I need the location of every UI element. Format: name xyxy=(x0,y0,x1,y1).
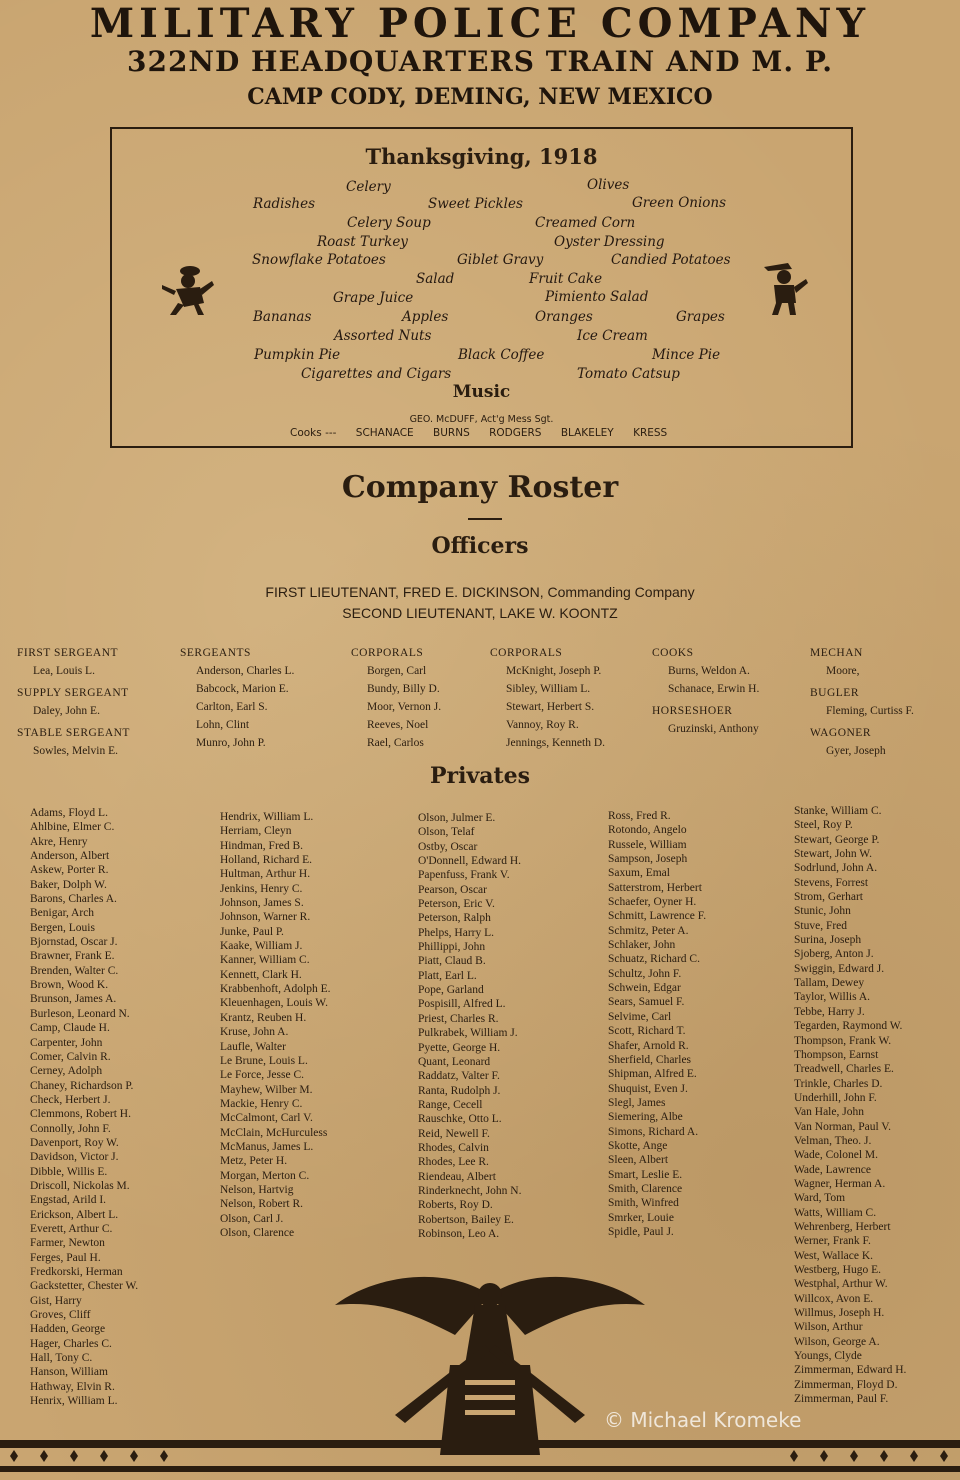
private-name: Le Brune, Louis L. xyxy=(220,1054,308,1067)
cook-name: KRESS xyxy=(633,427,668,439)
private-name: Tebbe, Harry J. xyxy=(794,1005,865,1018)
private-name: Smrker, Louie xyxy=(608,1211,674,1224)
private-name: Satterstrom, Herbert xyxy=(608,881,702,894)
private-name: Youngs, Clyde xyxy=(794,1350,862,1363)
private-name: Krabbenhoft, Adolph E. xyxy=(220,983,331,996)
private-name: Carpenter, John xyxy=(30,1036,103,1049)
privates-column xyxy=(220,810,331,1240)
private-name: Zimmerman, Floyd D. xyxy=(794,1378,898,1391)
private-name: Range, Cecell xyxy=(418,1098,483,1111)
rank-label: SUPPLY SERGEANT xyxy=(17,687,129,699)
private-name: Treadwell, Charles E. xyxy=(794,1063,894,1076)
eagle-emblem-icon xyxy=(335,1265,645,1455)
private-name: Wade, Colonel M. xyxy=(794,1149,879,1162)
privates-column xyxy=(418,811,521,1241)
rank-label: HORSESHOER xyxy=(652,705,733,717)
cook-name: RODGERS xyxy=(489,427,542,439)
menu-item: Radishes xyxy=(253,196,316,212)
private-name: Watts, William C. xyxy=(794,1206,877,1219)
private-name: Robinson, Leo A. xyxy=(418,1227,500,1240)
roster-name: Gruzinski, Anthony xyxy=(668,723,759,735)
private-name: Ross, Fred R. xyxy=(608,810,671,822)
menu-item: Celery xyxy=(346,179,391,195)
private-name: Rhodes, Lee R. xyxy=(418,1156,489,1169)
private-name: Sodrlund, John A. xyxy=(794,862,878,875)
private-name: Groves, Cliff xyxy=(30,1309,91,1322)
decorative-border xyxy=(0,1436,960,1480)
private-name: Shipman, Alfred E. xyxy=(608,1068,697,1081)
rank-label: SERGEANTS xyxy=(180,647,251,659)
private-name: Papenfuss, Frank V. xyxy=(418,869,510,882)
cook-name: BLAKELEY xyxy=(560,427,614,439)
menu-item: Apples xyxy=(402,309,449,325)
private-name: Adams, Floyd L. xyxy=(30,807,108,819)
music-heading: Music xyxy=(452,382,511,402)
private-name: Saxum, Emal xyxy=(608,867,670,880)
menu-item: Candied Potatoes xyxy=(611,252,731,268)
private-name: Rauschke, Otto L. xyxy=(418,1113,502,1126)
private-name: Kanner, William C. xyxy=(220,954,310,967)
document-title: MILITARY POLICE COMPANY xyxy=(89,0,871,47)
roster-name: Schanace, Erwin H. xyxy=(668,683,760,695)
private-name: Comer, Calvin R. xyxy=(30,1050,111,1063)
private-name: Pearson, Oscar xyxy=(418,883,487,896)
private-name: Krantz, Reuben H. xyxy=(220,1011,307,1024)
private-name: Clemmons, Robert H. xyxy=(30,1108,131,1121)
private-name: Piatt, Claud B. xyxy=(418,955,486,968)
private-name: Check, Herbert J. xyxy=(30,1093,111,1106)
private-name: Zimmerman, Paul F. xyxy=(794,1393,889,1406)
roster-name: Gyer, Joseph xyxy=(826,745,886,757)
private-name: Schuatz, Richard C. xyxy=(608,953,700,966)
menu-item: Grape Juice xyxy=(333,290,414,306)
private-name: Wehrenberg, Herbert xyxy=(794,1220,891,1233)
private-name: Davidson, Victor J. xyxy=(30,1151,119,1164)
private-name: Skotte, Ange xyxy=(608,1139,668,1152)
private-name: Gist, Harry xyxy=(30,1294,82,1307)
menu-item: Oranges xyxy=(535,309,593,325)
cook-name: BURNS xyxy=(433,427,470,439)
cooks-line xyxy=(290,427,683,439)
private-name: Stuve, Fred xyxy=(794,919,848,932)
nco-column xyxy=(490,640,605,752)
private-name: Ahlbine, Elmer C. xyxy=(30,821,115,834)
private-name: Slegl, James xyxy=(608,1096,666,1109)
menu-item: Roast Turkey xyxy=(317,234,408,250)
private-name: Peterson, Ralph xyxy=(418,912,491,925)
private-name: Swiggin, Edward J. xyxy=(794,962,885,975)
private-name: Olson, Telaf xyxy=(418,826,475,839)
private-name: Wilson, Arthur xyxy=(794,1321,863,1334)
menu-item: Grapes xyxy=(676,309,725,325)
nco-column xyxy=(810,640,914,760)
roster-name: Vannoy, Roy R. xyxy=(506,719,579,731)
privates-column xyxy=(30,806,138,1408)
menu-item: Assorted Nuts xyxy=(334,328,432,344)
private-name: West, Wallace K. xyxy=(794,1249,874,1262)
private-name: Erickson, Albert L. xyxy=(30,1208,119,1221)
menu-item: Green Onions xyxy=(632,195,727,211)
private-name: Brawner, Frank E. xyxy=(30,950,115,963)
roster-name: McKnight, Joseph P. xyxy=(506,665,602,677)
private-name: Platt, Earl L. xyxy=(418,969,477,982)
nco-column xyxy=(652,640,759,738)
private-name: Metz, Peter H. xyxy=(220,1155,288,1168)
roster-name: Rael, Carlos xyxy=(367,737,424,749)
private-name: Pyette, George H. xyxy=(418,1041,501,1054)
rank-label: BUGLER xyxy=(810,687,859,699)
copyright-watermark: © Michael Kromeke xyxy=(604,1408,802,1432)
thanksgiving-menu xyxy=(110,127,853,448)
private-name: Robertson, Bailey E. xyxy=(418,1213,514,1226)
private-name: Stanke, William C. xyxy=(794,805,882,817)
private-name: Everett, Arthur C. xyxy=(30,1222,113,1235)
private-name: Schmitz, Peter A. xyxy=(608,924,689,937)
private-name: Dibble, Willis E. xyxy=(30,1165,108,1178)
private-name: Spidle, Paul J. xyxy=(608,1225,674,1238)
menu-item: Bananas xyxy=(253,309,312,325)
private-name: Rinderknecht, John N. xyxy=(418,1184,522,1197)
roster-name: Moore, xyxy=(826,665,860,677)
private-name: Ward, Tom xyxy=(794,1192,846,1205)
menu-item: Fruit Cake xyxy=(529,271,603,287)
cooks-label: Cooks --- xyxy=(290,427,337,439)
rank-label: STABLE SERGEANT xyxy=(17,727,130,739)
private-name: Ranta, Rudolph J. xyxy=(418,1084,501,1097)
private-name: Tallam, Dewey xyxy=(794,977,865,990)
private-name: Van Hale, John xyxy=(794,1106,864,1119)
private-name: Stunic, John xyxy=(794,905,851,918)
private-name: Roberts, Roy D. xyxy=(418,1199,493,1212)
private-name: Stewart, George P. xyxy=(794,833,880,846)
private-name: Olson, Julmer E. xyxy=(418,812,496,824)
private-name: Rotondo, Angelo xyxy=(608,824,687,837)
roster-title: Company Roster xyxy=(341,470,619,505)
private-name: Strom, Gerhart xyxy=(794,891,863,904)
private-name: Zimmerman, Edward H. xyxy=(794,1364,907,1377)
menu-item: Salad xyxy=(416,271,455,287)
roster-name: Sowles, Melvin E. xyxy=(33,745,118,757)
private-name: Hall, Tony C. xyxy=(30,1352,93,1365)
nco-column xyxy=(17,640,130,760)
private-name: Westphal, Arthur W. xyxy=(794,1278,888,1291)
private-name: Junke, Paul P. xyxy=(220,925,284,938)
private-name: Hathway, Elvin R. xyxy=(30,1380,115,1393)
private-name: Herriam, Cleyn xyxy=(220,825,292,838)
private-name: Mackie, Henry C. xyxy=(220,1097,303,1110)
private-name: Trinkle, Charles D. xyxy=(794,1077,883,1090)
rank-label: CORPORALS xyxy=(490,647,563,659)
private-name: McClain, McHurculess xyxy=(220,1126,328,1139)
private-name: Thompson, Earnst xyxy=(794,1048,879,1061)
roster-name: Sibley, William L. xyxy=(506,683,591,695)
private-name: Wagner, Herman A. xyxy=(794,1177,886,1190)
title-divider xyxy=(468,518,502,520)
private-name: Brenden, Walter C. xyxy=(30,964,119,977)
menu-item: Pumpkin Pie xyxy=(254,347,341,363)
roster-name: Moor, Vernon J. xyxy=(367,701,442,713)
private-name: Mayhew, Wilber M. xyxy=(220,1083,313,1096)
private-name: Nelson, Robert R. xyxy=(220,1198,304,1211)
menu-item: Snowflake Potatoes xyxy=(252,252,386,268)
private-name: Laufle, Walter xyxy=(220,1040,286,1053)
private-name: Hadden, George xyxy=(30,1323,106,1336)
roster-name: Stewart, Herbert S. xyxy=(506,701,595,713)
private-name: Stewart, John W. xyxy=(794,848,872,861)
nco-column xyxy=(180,640,294,752)
private-name: Rhodes, Calvin xyxy=(418,1141,489,1154)
menu-item: Giblet Gravy xyxy=(457,252,544,268)
private-name: Riendeau, Albert xyxy=(418,1170,496,1183)
private-name: Gackstetter, Chester W. xyxy=(30,1280,139,1293)
private-name: Raddatz, Valter F. xyxy=(418,1070,500,1083)
rank-label: CORPORALS xyxy=(351,647,424,659)
private-name: McCalmont, Carl V. xyxy=(220,1112,313,1125)
private-name: Phelps, Harry L. xyxy=(418,926,495,939)
private-name: Scott, Richard T. xyxy=(608,1025,686,1038)
private-name: Ferges, Paul H. xyxy=(30,1251,101,1264)
private-name: O'Donnell, Edward H. xyxy=(418,855,521,868)
private-name: Farmer, Newton xyxy=(30,1237,105,1250)
private-name: Simons, Richard A. xyxy=(608,1125,699,1138)
private-name: Burleson, Leonard N. xyxy=(30,1007,130,1020)
private-name: Sherfield, Charles xyxy=(608,1053,692,1066)
private-name: Reid, Newell F. xyxy=(418,1127,490,1140)
private-name: Phillippi, John xyxy=(418,941,486,954)
private-name: Nelson, Hartvig xyxy=(220,1183,294,1196)
private-name: Sleen, Albert xyxy=(608,1154,669,1167)
private-name: Willcox, Avon E. xyxy=(794,1292,874,1305)
private-name: Anderson, Albert xyxy=(30,850,110,863)
private-name: Jenkins, Henry C. xyxy=(220,882,303,895)
private-name: Le Force, Jesse C. xyxy=(220,1069,304,1082)
menu-item: Cigarettes and Cigars xyxy=(301,366,452,382)
private-name: Chaney, Richardson P. xyxy=(30,1079,134,1092)
private-name: Schwein, Edgar xyxy=(608,982,681,995)
private-name: Bergen, Louis xyxy=(30,921,95,934)
menu-item: Tomato Catsup xyxy=(577,366,680,382)
private-name: Kaake, William J. xyxy=(220,940,303,953)
menu-item: Black Coffee xyxy=(458,347,545,363)
private-name: Baker, Dolph W. xyxy=(30,878,107,891)
private-name: Schlaker, John xyxy=(608,939,676,952)
private-name: Pulkrabek, William J. xyxy=(418,1027,518,1040)
menu-item: Olives xyxy=(587,177,630,193)
roster-name: Burns, Weldon A. xyxy=(668,665,750,677)
private-name: Olson, Carl J. xyxy=(220,1212,284,1225)
privates-heading: Privates xyxy=(429,763,531,789)
private-name: Siemering, Albe xyxy=(608,1111,683,1124)
private-name: Shuquist, Even J. xyxy=(608,1082,688,1095)
private-name: Smart, Leslie E. xyxy=(608,1168,683,1181)
private-name: Ostby, Oscar xyxy=(418,840,478,853)
rank-label: FIRST SERGEANT xyxy=(17,647,119,659)
private-name: Wade, Lawrence xyxy=(794,1163,871,1176)
private-name: Velman, Theo. J. xyxy=(794,1134,872,1147)
roster-name: Lohn, Clint xyxy=(196,719,250,731)
private-name: Sampson, Joseph xyxy=(608,853,688,866)
private-name: Hanson, William xyxy=(30,1366,108,1379)
roster-name: Reeves, Noel xyxy=(367,719,429,731)
private-name: Werner, Frank F. xyxy=(794,1235,871,1248)
privates-column xyxy=(794,804,906,1406)
privates-column xyxy=(608,809,706,1239)
private-name: Priest, Charles R. xyxy=(418,1012,499,1025)
menu-item: Creamed Corn xyxy=(535,215,636,231)
mess-sergeant: GEO. McDUFF, Act'g Mess Sgt. xyxy=(409,414,554,425)
private-name: Sears, Samuel F. xyxy=(608,996,685,1009)
private-name: Camp, Claude H. xyxy=(30,1022,110,1035)
private-name: Thompson, Frank W. xyxy=(794,1034,892,1047)
private-name: Askew, Porter R. xyxy=(30,864,109,877)
private-name: Bjornstad, Oscar J. xyxy=(30,936,118,949)
private-name: Brunson, James A. xyxy=(30,993,117,1006)
private-name: Peterson, Eric V. xyxy=(418,898,495,911)
private-name: Cerney, Adolph xyxy=(30,1065,103,1078)
private-name: Fredkorski, Herman xyxy=(30,1266,123,1278)
private-name: Pospisill, Alfred L. xyxy=(418,998,506,1011)
cartoon-soldier-right-icon xyxy=(758,261,810,317)
menu-item: Pimiento Salad xyxy=(545,289,649,305)
private-name: Olson, Clarence xyxy=(220,1226,295,1239)
private-name: Stevens, Forrest xyxy=(794,876,869,889)
private-name: Tegarden, Raymond W. xyxy=(794,1020,903,1033)
private-name: Johnson, Warner R. xyxy=(220,911,311,924)
menu-item: Mince Pie xyxy=(652,347,721,363)
private-name: Schmitt, Lawrence F. xyxy=(608,910,707,923)
private-name: Kruse, John A. xyxy=(220,1026,289,1039)
private-name: Selvime, Carl xyxy=(608,1010,672,1023)
officer-line: FIRST LIEUTENANT, FRED E. DICKINSON, Commanding Company xyxy=(265,584,695,600)
private-name: Van Norman, Paul V. xyxy=(794,1120,892,1133)
roster-name: Carlton, Earl S. xyxy=(196,701,268,713)
private-name: Wilson, George A. xyxy=(794,1335,880,1348)
private-name: Holland, Richard E. xyxy=(220,854,312,867)
officer-line: SECOND LIEUTENANT, LAKE W. KOONTZ xyxy=(342,605,618,621)
private-name: Quant, Leonard xyxy=(418,1055,491,1068)
private-name: Johnson, James S. xyxy=(220,897,304,910)
officers-heading: Officers xyxy=(431,533,529,559)
private-name: McManus, James L. xyxy=(220,1140,314,1153)
private-name: Hultman, Arthur H. xyxy=(220,868,311,881)
cartoon-soldier-left-icon xyxy=(158,259,216,317)
menu-item: Ice Cream xyxy=(577,328,648,344)
roster-name: Borgen, Carl xyxy=(367,665,427,677)
roster-name: Babcock, Marion E. xyxy=(196,683,289,695)
private-name: Westberg, Hugo E. xyxy=(794,1264,882,1276)
location-subtitle: CAMP CODY, DEMING, NEW MEXICO xyxy=(247,84,713,110)
roster-name: Bundy, Billy D. xyxy=(367,683,440,695)
private-name: Engstad, Arild I. xyxy=(30,1194,107,1207)
private-name: Hager, Charles C. xyxy=(30,1337,112,1350)
private-name: Underhill, John F. xyxy=(794,1091,877,1104)
private-name: Hendrix, William L. xyxy=(220,811,314,823)
private-name: Brown, Wood K. xyxy=(30,979,109,992)
private-name: Kleuenhagen, Louis W. xyxy=(220,997,328,1010)
private-name: Barons, Charles A. xyxy=(30,893,117,906)
private-name: Shafer, Arnold R. xyxy=(608,1039,689,1052)
private-name: Benigar, Arch xyxy=(30,907,95,920)
private-name: Steel, Roy P. xyxy=(794,819,853,832)
menu-item: Oyster Dressing xyxy=(554,234,665,250)
rank-label: MECHAN xyxy=(810,647,863,659)
roster-name: Anderson, Charles L. xyxy=(196,665,295,677)
private-name: Connolly, John F. xyxy=(30,1122,111,1135)
cook-name: SCHANACE xyxy=(355,427,414,439)
private-name: Driscoll, Nickolas M. xyxy=(30,1179,130,1192)
private-name: Taylor, Willis A. xyxy=(794,991,871,1004)
private-name: Sjoberg, Anton J. xyxy=(794,948,874,961)
nco-column xyxy=(351,640,441,752)
roster-name: Daley, John E. xyxy=(33,705,100,717)
private-name: Pope, Garland xyxy=(418,984,484,997)
private-name: Kennett, Clark H. xyxy=(220,968,302,981)
rank-label: COOKS xyxy=(652,647,694,659)
roster-name: Jennings, Kenneth D. xyxy=(506,737,606,749)
roster-name: Munro, John P. xyxy=(196,737,266,749)
private-name: Russele, William xyxy=(608,838,687,851)
rank-label: WAGONER xyxy=(810,727,871,739)
private-name: Schultz, John F. xyxy=(608,967,682,980)
menu-item: Sweet Pickles xyxy=(428,196,523,212)
private-name: Morgan, Merton C. xyxy=(220,1169,310,1182)
unit-subtitle: 322ND HEADQUARTERS TRAIN AND M. P. xyxy=(126,45,833,78)
private-name: Davenport, Roy W. xyxy=(30,1136,119,1149)
private-name: Schaefer, Oyner H. xyxy=(608,896,697,909)
menu-item: Celery Soup xyxy=(347,215,431,231)
private-name: Willmus, Joseph H. xyxy=(794,1307,885,1320)
private-name: Smith, Clarence xyxy=(608,1182,683,1195)
private-name: Smith, Winfred xyxy=(608,1197,679,1210)
private-name: Akre, Henry xyxy=(30,835,88,848)
roster-name: Fleming, Curtiss F. xyxy=(826,705,914,717)
roster-name: Lea, Louis L. xyxy=(33,665,95,677)
private-name: Hindman, Fred B. xyxy=(220,839,304,852)
private-name: Surina, Joseph xyxy=(794,934,862,947)
private-name: Henrix, William L. xyxy=(30,1395,118,1408)
menu-title: Thanksgiving, 1918 xyxy=(365,144,598,169)
